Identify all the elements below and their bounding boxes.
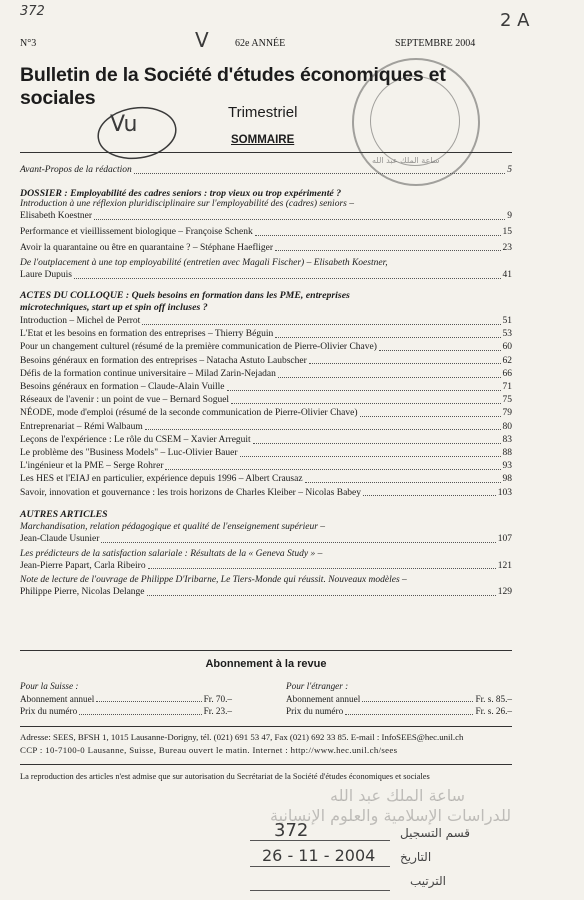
issue-number: N°3	[20, 38, 37, 49]
divider	[20, 152, 512, 153]
toc-entry: Introduction – Michel de Perrot 51	[20, 316, 512, 327]
toc-entry: Défis de la formation continue universitaire – Milad Zarin-Nejadan 66	[20, 368, 512, 379]
registration-underline	[250, 840, 390, 841]
toc-entry: Jean-Pierre Papart, Carla Ribeiro 121	[20, 560, 512, 571]
check-mark: V	[195, 28, 209, 52]
faded-stamp-line-2: للدراسات الإسلامية والعلوم الإنسانية	[270, 806, 512, 825]
handwritten-registration-number: 372	[274, 820, 309, 841]
dossier-heading: DOSSIER : Employabilité des cadres seniors : trop vieux ou trop expérimenté ?	[20, 187, 342, 199]
toc-entry: Laure Dupuis 41	[20, 270, 512, 281]
issue-year: 62e ANNÉE	[235, 38, 286, 49]
price-row: Abonnement annuel Fr. 70.–	[20, 693, 232, 704]
toc-entry: Elisabeth Koestner 9	[20, 211, 512, 222]
toc-entry: Les HES et l'EIAJ en particulier, expérience depuis 1996 – Albert Crausaz 98	[20, 474, 512, 485]
date-label: التاريخ	[400, 850, 432, 864]
actes-heading-line-2: microtechniques, start up et spin off incluses ?	[20, 301, 208, 313]
price-block-suisse: Pour la Suisse : Abonnement annuel Fr. 70.– Prix du numéro Fr. 23.–	[20, 681, 232, 716]
toc-entry: Philippe Pierre, Nicolas Delange 129	[20, 587, 512, 598]
date-underline	[250, 866, 390, 867]
order-label: الترتيب	[410, 874, 446, 888]
toc-entry: Performance et vieillissement biologique – Françoise Schenk 15	[20, 226, 512, 237]
toc-entry: Avoir la quarantaine ou être en quarantaine ? – Stéphane Haefliger 23	[20, 242, 512, 253]
page-title: Bulletin de la Société d'études économiques et sociales	[20, 64, 446, 109]
issue-header	[20, 38, 504, 54]
page-subtitle: Trimestriel	[228, 104, 298, 121]
abonnement-title: Abonnement à la revue	[205, 658, 327, 670]
toc-entry: Leçons de l'expérience : Le rôle du CSEM – Xavier Arreguit 83	[20, 434, 512, 445]
divider	[20, 726, 512, 727]
price-row: Prix du numéro Fr. 23.–	[20, 706, 232, 716]
handwritten-date: 26 - 11 - 2004	[262, 846, 376, 865]
library-stamp-text: ساعة الملك عبد الله	[372, 156, 440, 165]
divider	[20, 650, 512, 651]
order-underline	[250, 890, 390, 891]
toc-entry: Avant-Propos de la rédaction 5	[20, 165, 512, 175]
toc-entry: NÉODE, mode d'emploi (résumé de la seconde communication de Pierre-Olivier Chave) 79	[20, 408, 512, 419]
toc-entry: Entreprenariat – Rémi Walbaum 80	[20, 421, 512, 432]
toc-entry: Jean-Claude Usunier 107	[20, 534, 512, 544]
toc-entry: Besoins généraux en formation des entreprises – Natacha Astuto Laubscher 62	[20, 355, 512, 366]
sommaire-heading: SOMMAIRE	[231, 134, 295, 146]
faded-stamp-line-1: ساعة الملك عبد الله	[330, 786, 465, 805]
price-row: Abonnement annuel Fr. s. 85.–	[286, 693, 512, 704]
handwritten-mark-top-right: 2 A	[500, 10, 530, 31]
address-block	[20, 731, 512, 757]
toc-entry: Savoir, innovation et gouvernance : les trois horizons de Charles Kleiber – Nicolas Babey 103	[20, 487, 512, 498]
reproduction-notice: La reproduction des articles n'est admise que sur autorisation du Secrétariat de la Société d'études économiques et sociales	[20, 772, 430, 781]
toc-entry: Pour un changement culturel (résumé de la première communication de Pierre-Olivier Chave) 60	[20, 342, 512, 353]
divider	[20, 764, 512, 765]
address-line: Adresse: SEES, BFSH 1, 1015 Lausanne-Dorigny, tél. (021) 691 53 47, Fax (021) 692 33 85. E-mail : InfoSEES@hec.unil.ch	[20, 732, 464, 742]
table-of-contents: Avant-Propos de la rédaction 5 DOSSIER : Employabilité des cadres seniors : trop vieux ou trop expérimenté ? Introduction à une réflexion pluridisciplinaire sur l'employabilité des (cadres) seniors – Elisabeth Koestner 9 Performance et vieillissement biologique – Françoise Schenk 15 Avoir la quarantaine ou être en quarantaine ? – Stéphane Haefliger 23 De l'outplacement à une top employabilité (entretien avec Magali Fischer) – Elisabeth Koestner, Laure Dupuis 41 ACTES DU COLLOQUE : Quels besoins en formation dans les PME, entreprises microtechniques, start up et spin off incluses ? Introduction – Michel de Perrot 51 L'Etat et les besoins en formation des entreprises – Thierry Béguin 53 Pour un changement culturel (résumé de la première communication de Pierre-Olivier Chave) 60 Besoins généraux en formation des entreprises – Natacha Astuto Laubscher 62 Défis de la formation continue universitaire – Milad Zarin-Nejadan 66 Besoins généraux en formation – Claude-Alain Vuille 71 Réseaux de l'avenir : un point de vue – Bernard Soguel 75 NÉODE, mode d'emploi (résumé de la seconde communication de Pierre-Olivier Chave) 79 Entreprenariat – Rémi Walbaum 80 Leçons de l'expérience : Le rôle du CSEM – Xavier Arreguit 83 Le problème des "Business Models" – Luc-Olivier Bauer 88 L'ingénieur et la PME – Serge Rohrer 93 Les HES et l'EIAJ en particulier, expérience depuis 1996 – Albert Crausaz 98 Savoir, innovation et gouvernance : les trois horizons de Charles Kleiber – Nicolas Babey 103 AUTRES ARTICLES Marchandisation, relation pédagogique et qualité de l'enseignement supérieur – Jean-Claude Usunier 107 Les prédicteurs de la satisfaction salariale : Résultats de la « Geneva Study » – Jean-Pierre Papart, Carla Ribeiro 121 Note de lecture de l'ouvrage de Philippe D'Iribarne, Le Tiers-Monde qui réussit. Nouveaux modèles – Philippe Pierre, Nicolas Delange 129	[20, 165, 512, 598]
price-row: Prix du numéro Fr. s. 26.–	[286, 706, 512, 716]
autres-heading: AUTRES ARTICLES	[20, 508, 108, 520]
actes-heading-line-1: ACTES DU COLLOQUE : Quels besoins en formation dans les PME, entreprises	[20, 290, 350, 302]
toc-entry: Le problème des "Business Models" – Luc-Olivier Bauer 88	[20, 447, 512, 458]
ccp-line: CCP : 10-7100-0 Lausanne, Suisse, Bureau ouvert le matin. Internet : http://www.hec.unil.ch/sees	[20, 745, 398, 755]
registration-label: قسم التسجيل	[400, 826, 471, 840]
vu-mark: Vu	[110, 112, 138, 137]
toc-entry: Besoins généraux en formation – Claude-Alain Vuille 71	[20, 382, 512, 393]
actes-list	[20, 316, 512, 499]
toc-entry: Réseaux de l'avenir : un point de vue – Bernard Soguel 75	[20, 395, 512, 406]
issue-date: SEPTEMBRE 2004	[395, 38, 476, 49]
toc-entry: L'Etat et les besoins en formation des entreprises – Thierry Béguin 53	[20, 329, 512, 340]
price-block-etranger: Pour l'étranger : Abonnement annuel Fr. s. 85.– Prix du numéro Fr. s. 26.–	[286, 681, 512, 716]
handwritten-number-top: 372	[20, 4, 45, 19]
toc-entry: L'ingénieur et la PME – Serge Rohrer 93	[20, 461, 512, 472]
